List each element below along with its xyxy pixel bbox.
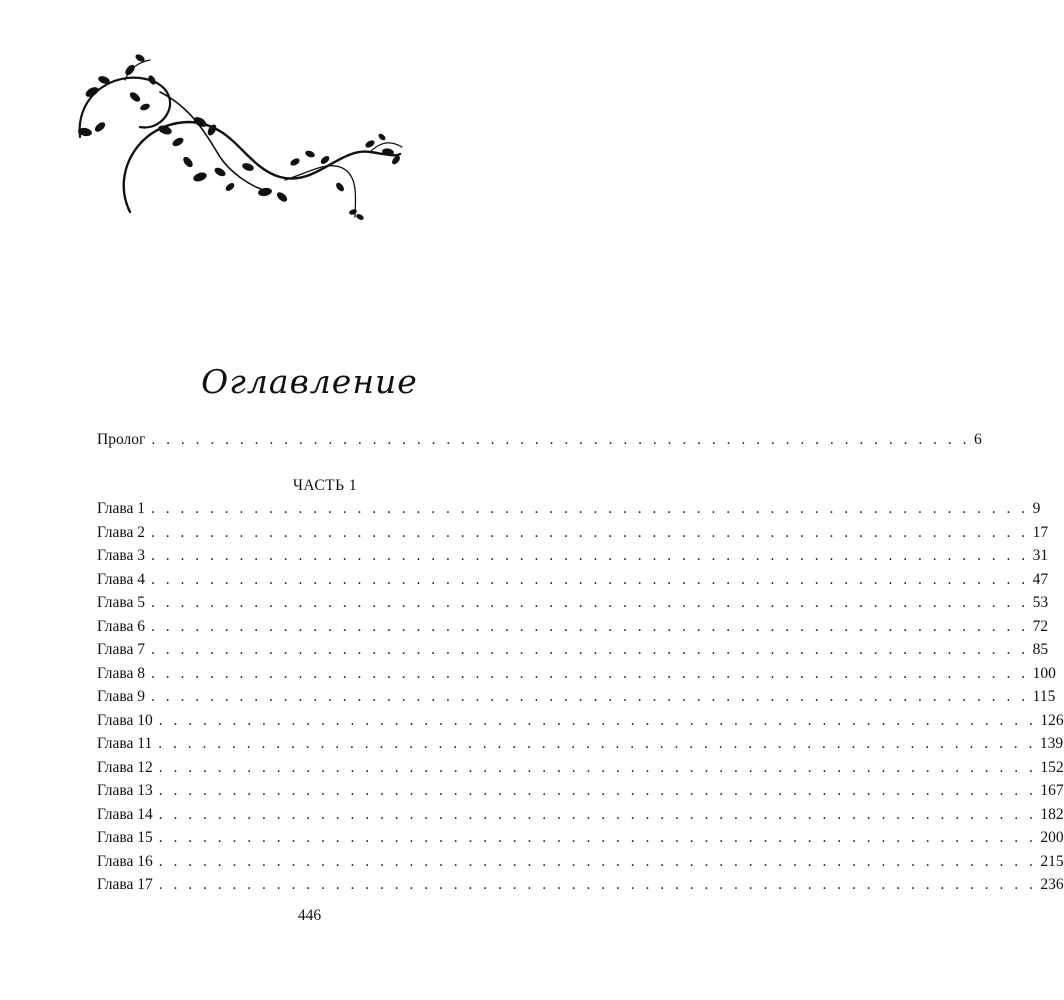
part-heading: ЧАСТЬ 1: [292, 476, 358, 494]
toc-entry[interactable]: [97, 638, 1049, 662]
toc-entry[interactable]: [97, 497, 1041, 521]
dot-leader: . . . . . . . . . . . . . . . . . . . . . . . . . . . . . . . . . . . . . . . . . . . . . . . . . . . . . . . . . . . .: [158, 876, 1037, 893]
vine-ornament-icon: [70, 52, 410, 232]
toc-entry-page: 53: [1032, 594, 1049, 611]
toc-entry-page: 85: [1032, 641, 1049, 658]
page-number: 446: [297, 907, 322, 924]
toc-entry-label: Глава 15: [97, 829, 153, 846]
toc-entry-page: 200: [1040, 829, 1064, 846]
toc-entry-page: 182: [1040, 805, 1064, 823]
toc-entry-label: Глава 12: [97, 758, 153, 776]
dot-leader: . . . . . . . . . . . . . . . . . . . . . . . . . . . . . . . . . . . . . . . . . . . . . . . . . . . . . . . . . . . .: [151, 641, 1029, 658]
toc-entry-page: 17: [1032, 523, 1049, 541]
dot-leader: . . . . . . . . . . . . . . . . . . . . . . . . . . . . . . . . . . . . . . . . . . . . . . . . . . . . . . . . . . . .: [151, 570, 1029, 588]
dot-leader: . . . . . . . . . . . . . . . . . . . . . . . . . . . . . . . . . . . . . . . . . . . . . . . . . . . . . . . . . . . .: [158, 805, 1037, 823]
toc-entry-label: Пролог: [97, 431, 146, 448]
dot-leader: . . . . . . . . . . . . . . . . . . . . . . . . . . . . . . . . . . . . . . . . . . . . . . . . . . . . . . . . . . . .: [158, 711, 1037, 729]
dot-leader: . . . . . . . . . . . . . . . . . . . . . . . . . . . . . . . . . . . . . . . . . . . . . . . . . . . . . . . . . . . .: [151, 500, 1029, 517]
toc-entry-label: Глава 17: [97, 876, 153, 893]
dot-leader: . . . . . . . . . . . . . . . . . . . . . . . . . . . . . . . . . . . . . . . . . . . . . . . . . . . . . . . . . . . .: [158, 758, 1037, 776]
dot-leader: . . . . . . . . . . . . . . . . . . . . . . . . . . . . . . . . . . . . . . . . . . . . . . . . . . . . . . . . . . . .: [151, 664, 1029, 682]
dot-leader: . . . . . . . . . . . . . . . . . . . . . . . . . . . . . . . . . . . . . . . . . . . . . . . . . . . . . . . . . . . .: [151, 547, 1029, 564]
dot-leader: . . . . . . . . . . . . . . . . . . . . . . . . . . . . . . . . . . . . . . . . . . . . . . . . . . . . . . . . . . . .: [158, 829, 1037, 846]
toc-entry-label: Глава 9: [97, 688, 146, 705]
dot-leader: . . . . . . . . . . . . . . . . . . . . . . . . . . . . . . . . . . . . . . . . . . . . . . . . . . . . . . . . . . . .: [151, 523, 1029, 541]
toc-entry-label: Глава 16: [97, 852, 153, 870]
toc-entry-page: 100: [1032, 664, 1056, 682]
dot-leader: . . . . . . . . . . . . . . . . . . . . . . . . . . . . . . . . . . . . . . . . . . . . . . . . . . . . . . . . . . . .: [151, 688, 1029, 705]
dot-leader: . . . . . . . . . . . . . . . . . . . . . . . . . . . . . . . . . . . . . . . . . . . . . . . . . . . . . . . . . . . .: [151, 617, 1029, 635]
toc-entry-page: 72: [1032, 617, 1049, 635]
toc-entry-page: 236: [1040, 876, 1064, 893]
toc-entry[interactable]: [97, 615, 1049, 639]
toc-entry-label: Глава 4: [97, 570, 146, 588]
toc-entry-label: Глава 14: [97, 805, 153, 823]
toc-entry[interactable]: [97, 544, 1049, 568]
toc-entry[interactable]: [97, 803, 1064, 827]
toc-entry[interactable]: [97, 521, 1049, 545]
dot-leader: . . . . . . . . . . . . . . . . . . . . . . . . . . . . . . . . . . . . . . . . . . . . . . . . . . . . . . . .: [151, 431, 970, 448]
toc-entry[interactable]: [97, 685, 1056, 709]
toc-entry[interactable]: [97, 873, 1064, 897]
dot-leader: . . . . . . . . . . . . . . . . . . . . . . . . . . . . . . . . . . . . . . . . . . . . . . . . . . . . . . . . . . . .: [158, 782, 1037, 799]
toc-entry-label: Глава 7: [97, 641, 146, 658]
toc-list: [97, 428, 1064, 897]
toc-entry[interactable]: [97, 779, 1064, 803]
toc-entry-prologue[interactable]: [97, 428, 982, 452]
toc-entry-page: 167: [1040, 782, 1064, 799]
toc-entry-page: 115: [1032, 688, 1056, 705]
toc-entry[interactable]: [97, 568, 1049, 592]
toc-entry[interactable]: [97, 756, 1064, 780]
toc-entry[interactable]: [97, 591, 1049, 615]
toc-entry[interactable]: [97, 662, 1056, 686]
toc-entry-page: 6: [973, 431, 982, 448]
toc-entry-page: 215: [1040, 852, 1064, 870]
toc-entry-page: 126: [1040, 711, 1064, 729]
toc-entry-label: Глава 13: [97, 782, 153, 799]
dot-leader: . . . . . . . . . . . . . . . . . . . . . . . . . . . . . . . . . . . . . . . . . . . . . . . . . . . . . . . . . . . .: [151, 594, 1029, 611]
toc-entry[interactable]: [97, 850, 1064, 874]
toc-entry[interactable]: [97, 709, 1064, 733]
toc-entry-page: 9: [1032, 500, 1041, 517]
toc-entry[interactable]: [97, 826, 1064, 850]
toc-entry-label: Глава 1: [97, 500, 146, 517]
toc-entry-label: Глава 10: [97, 711, 153, 729]
dot-leader: . . . . . . . . . . . . . . . . . . . . . . . . . . . . . . . . . . . . . . . . . . . . . . . . . . . . . . . . . . . .: [158, 735, 1036, 752]
toc-entry-page: 31: [1032, 547, 1049, 564]
toc-entry-label: Глава 8: [97, 664, 146, 682]
dot-leader: . . . . . . . . . . . . . . . . . . . . . . . . . . . . . . . . . . . . . . . . . . . . . . . . . . . . . . . . . . . .: [158, 852, 1037, 870]
toc-entry-label: Глава 3: [97, 547, 146, 564]
toc-entry-label: Глава 6: [97, 617, 146, 635]
toc-title: Оглавление: [201, 362, 418, 401]
toc-entry[interactable]: [97, 732, 1064, 756]
toc-entry-page: 152: [1040, 758, 1064, 776]
toc-entry-label: Глава 2: [97, 523, 146, 541]
toc-entry-page: 139: [1039, 735, 1064, 752]
toc-entry-label: Глава 11: [97, 735, 153, 752]
chapter-list: [97, 497, 1064, 897]
toc-entry-page: 47: [1032, 570, 1049, 588]
toc-entry-label: Глава 5: [97, 594, 146, 611]
